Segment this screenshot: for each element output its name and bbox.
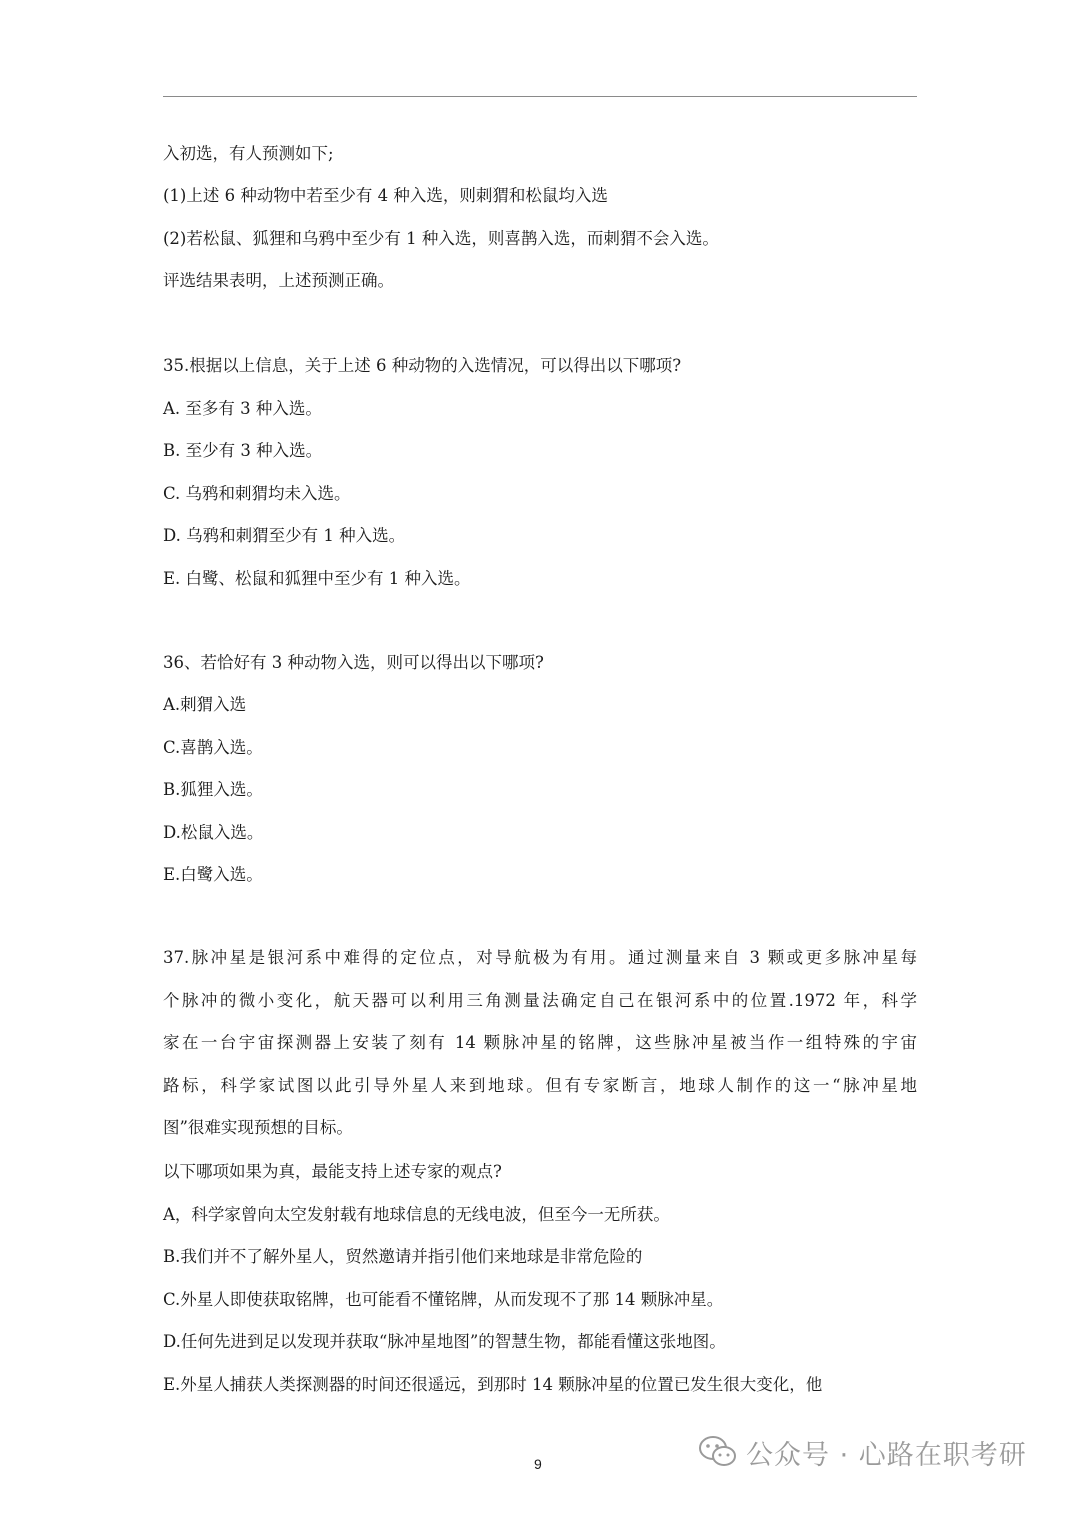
intro-line-2: (1)上述 6 种动物中若至少有 4 种入选，则刺猬和松鼠均入选	[163, 186, 608, 205]
q35-option-a: A. 至多有 3 种入选。	[163, 399, 322, 418]
header-rule	[163, 96, 917, 97]
q35-question: 35.根据以上信息，关于上述 6 种动物的入选情况，可以得出以下哪项?	[163, 356, 682, 375]
q37-passage-line: 家在一台宇宙探测器上安装了刻有 14 颗脉冲星的铭牌，这些脉冲星被当作一组特殊的宇宙	[163, 1033, 917, 1052]
q35-option-d: D. 乌鸦和刺猬至少有 1 种入选。	[163, 526, 406, 545]
q36-option-5: E.白鹭入选。	[163, 865, 263, 884]
page-number: 9	[534, 1456, 542, 1472]
intro-line-4: 评选结果表明，上述预测正确。	[163, 271, 394, 290]
watermark	[698, 1430, 1027, 1474]
q36-option-2: C.喜鹊入选。	[163, 738, 263, 757]
q37-passage-line: 个脉冲的微小变化，航天器可以利用三角测量法确定自己在银河系中的位置.1972 年，科学	[163, 990, 917, 1010]
q37-passage-line: 37.脉冲星是银河系中难得的定位点，对导航极为有用。通过测量来自 3 颗或更多脉冲星每	[163, 948, 917, 967]
q37-option-b: B.我们并不了解外星人，贸然邀请并指引他们来地球是非常危险的	[163, 1247, 643, 1266]
q37-option-e: E.外星人捕获人类探测器的时间还很遥远，到那时 14 颗脉冲星的位置已发生很大变化，他	[163, 1375, 823, 1394]
q37-option-c: C.外星人即使获取铭牌，也可能看不懂铭牌，从而发现不了那 14 颗脉冲星。	[163, 1290, 724, 1309]
wechat-icon	[698, 1435, 738, 1469]
q37-option-a: A，科学家曾向太空发射载有地球信息的无线电波，但至今一无所获。	[163, 1205, 670, 1224]
q36-option-3: B.狐狸入选。	[163, 780, 263, 799]
q37-passage	[163, 937, 917, 1150]
q35-option-b: B. 至少有 3 种入选。	[163, 441, 323, 460]
q36-option-1: A.刺猬入选	[163, 695, 247, 714]
q36-option-4: D.松鼠入选。	[163, 823, 264, 842]
q37-passage-line: 图”很难实现预想的目标。	[163, 1118, 353, 1137]
q37-option-d: D.任何先进到足以发现并获取“脉冲星地图”的智慧生物，都能看懂这张地图。	[163, 1332, 726, 1351]
q36-question: 36、若恰好有 3 种动物入选，则可以得出以下哪项?	[163, 653, 544, 672]
q37-passage-line: 路标，科学家试图以此引导外星人来到地球。但有专家断言，地球人制作的这一“脉冲星地	[163, 1075, 917, 1095]
intro-line-3: (2)若松鼠、狐狸和乌鸦中至少有 1 种入选，则喜鹊入选，而刺猬不会入选。	[163, 229, 719, 248]
watermark-text: 公众号 · 心路在职考研	[746, 1439, 1027, 1471]
q37-question: 以下哪项如果为真，最能支持上述专家的观点?	[163, 1162, 502, 1181]
q35-option-c: C. 乌鸦和刺猬均未入选。	[163, 484, 351, 503]
intro-line-1: 入初选，有人预测如下;	[163, 144, 334, 163]
q35-option-e: E. 白鹭、松鼠和狐狸中至少有 1 种入选。	[163, 569, 471, 588]
